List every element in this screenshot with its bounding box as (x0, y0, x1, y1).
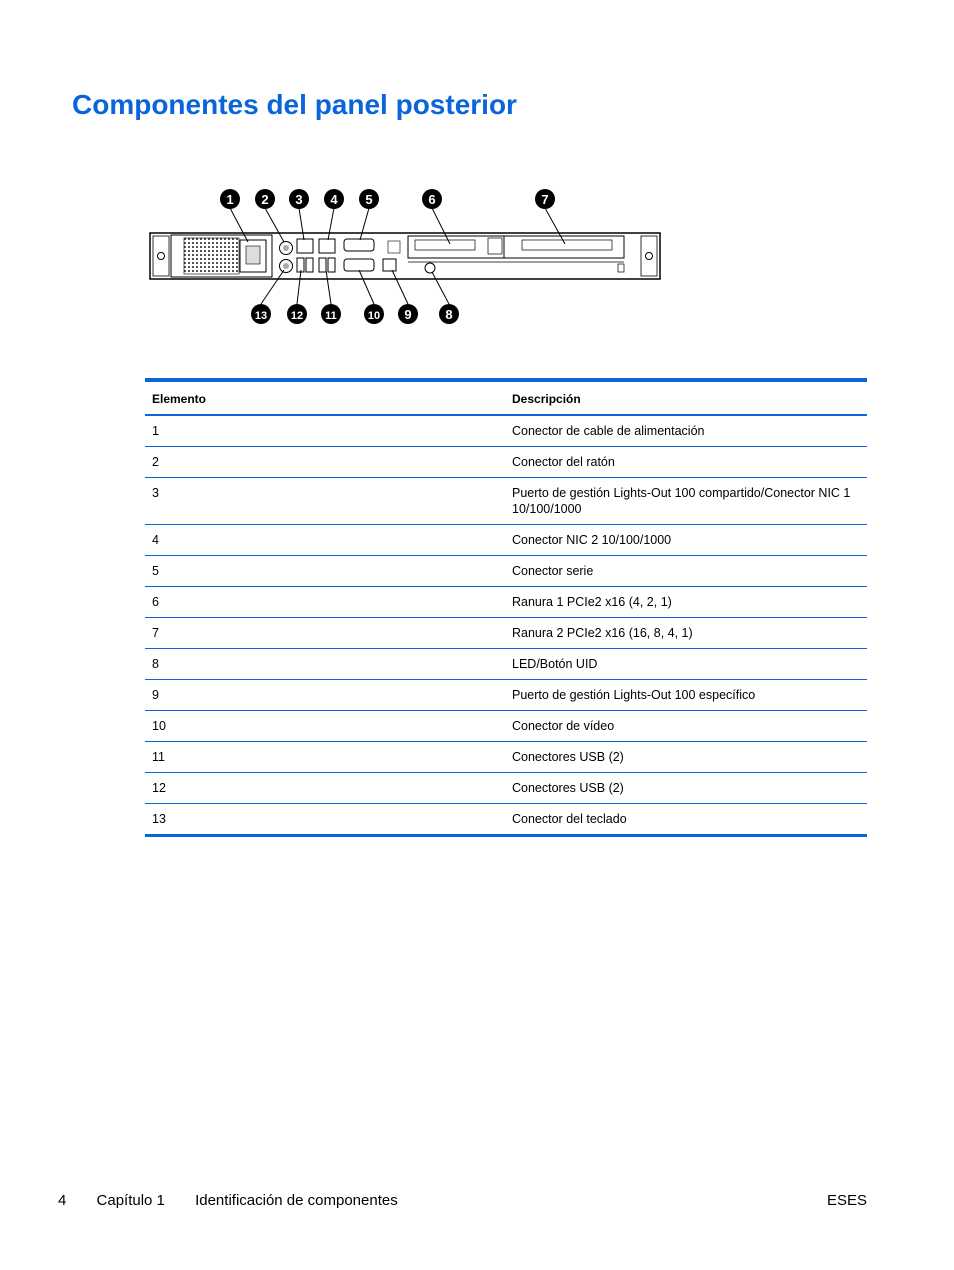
usb-port (297, 258, 304, 272)
callout-8 (439, 304, 459, 324)
nic1-port (297, 239, 313, 253)
table-row (145, 447, 867, 478)
table-row (145, 478, 867, 525)
row-description: Ranura 2 PCIe2 x16 (16, 8, 4, 1) (512, 626, 693, 640)
callout-13 (251, 304, 271, 324)
rear-panel-figure (140, 178, 680, 338)
row-item-number: 2 (152, 455, 159, 469)
row-item-number: 10 (152, 719, 166, 733)
row-description: Conector NIC 2 10/100/1000 (512, 533, 672, 547)
header-description: Descripción (512, 392, 581, 406)
ilo-port (383, 259, 396, 271)
callout-11 (321, 304, 341, 324)
serial-port (344, 239, 374, 251)
page-title: Componentes del panel posterior (72, 89, 517, 120)
page-footer (58, 1192, 867, 1209)
table-row (145, 618, 867, 649)
table-body (145, 415, 867, 836)
callout-5 (359, 189, 379, 209)
row-description: LED/Botón UID (512, 657, 598, 671)
usb-port (319, 258, 326, 272)
table-row (145, 804, 867, 836)
svg-text:5: 5 (365, 192, 373, 207)
table-row (145, 415, 867, 447)
callout-6 (422, 189, 442, 209)
table-row (145, 525, 867, 556)
callout-12 (287, 304, 307, 324)
uid-button (425, 263, 435, 273)
callout-3 (289, 189, 309, 209)
table-row (145, 742, 867, 773)
components-table-wrap (145, 378, 867, 837)
pcie-slot-1 (408, 236, 504, 258)
row-item-number: 4 (152, 533, 159, 547)
svg-text:13: 13 (254, 310, 268, 322)
callout-2 (255, 189, 275, 209)
row-item-number: 12 (152, 781, 166, 795)
svg-text:6: 6 (428, 192, 436, 207)
callout-4 (324, 189, 344, 209)
table-row (145, 556, 867, 587)
table-row (145, 711, 867, 742)
svg-text:2: 2 (261, 192, 269, 207)
row-description: Puerto de gestión Lights-Out 100 compartido/Conector NIC 1 10/100/1000 (512, 486, 851, 516)
usb-port (328, 258, 335, 272)
row-item-number: 13 (152, 812, 166, 826)
row-description: Conectores USB (2) (512, 781, 624, 795)
row-description: Conectores USB (2) (512, 750, 624, 764)
usb-port (306, 258, 313, 272)
svg-text:10: 10 (367, 310, 381, 322)
svg-text:4: 4 (330, 192, 338, 207)
svg-text:9: 9 (404, 307, 412, 322)
svg-text:11: 11 (325, 310, 337, 322)
row-item-number: 11 (152, 750, 165, 764)
callout-10 (364, 304, 384, 324)
row-description: Conector de vídeo (512, 719, 615, 733)
table-header-row (145, 380, 867, 415)
row-item-number: 5 (152, 564, 159, 578)
row-item-number: 6 (152, 595, 159, 609)
video-port (344, 259, 374, 271)
row-item-number: 9 (152, 688, 159, 702)
svg-text:3: 3 (295, 192, 303, 207)
server-rear-panel-illustration (140, 178, 680, 338)
table-row (145, 680, 867, 711)
svg-text:8: 8 (445, 307, 453, 322)
row-item-number: 7 (152, 626, 159, 640)
chapter-title: Identificación de componentes (195, 1192, 398, 1209)
row-description: Ranura 1 PCIe2 x16 (4, 2, 1) (512, 595, 672, 609)
row-item-number: 3 (152, 486, 159, 500)
table-row (145, 773, 867, 804)
components-table (145, 378, 867, 837)
row-description: Puerto de gestión Lights-Out 100 específico (512, 688, 756, 702)
locale-code: ESES (826, 1192, 867, 1209)
row-description: Conector de cable de alimentación (512, 424, 705, 438)
page-number: 4 (58, 1192, 67, 1209)
footer-left (58, 1192, 398, 1209)
callout-7 (535, 189, 555, 209)
svg-text:12: 12 (290, 310, 304, 322)
header-item: Elemento (152, 392, 207, 406)
nic2-port (319, 239, 335, 253)
row-description: Conector del teclado (512, 812, 627, 826)
psu-vent-grille (184, 238, 239, 274)
table-row (145, 649, 867, 680)
row-description: Conector del ratón (512, 455, 615, 469)
chapter-label: Capítulo 1 (96, 1192, 165, 1209)
callout-9 (398, 304, 418, 324)
row-item-number: 8 (152, 657, 159, 671)
svg-text:7: 7 (541, 192, 549, 207)
table-row (145, 587, 867, 618)
svg-text:1: 1 (226, 192, 234, 207)
row-description: Conector serie (512, 564, 594, 578)
callout-1 (220, 189, 240, 209)
row-item-number: 1 (152, 424, 159, 438)
